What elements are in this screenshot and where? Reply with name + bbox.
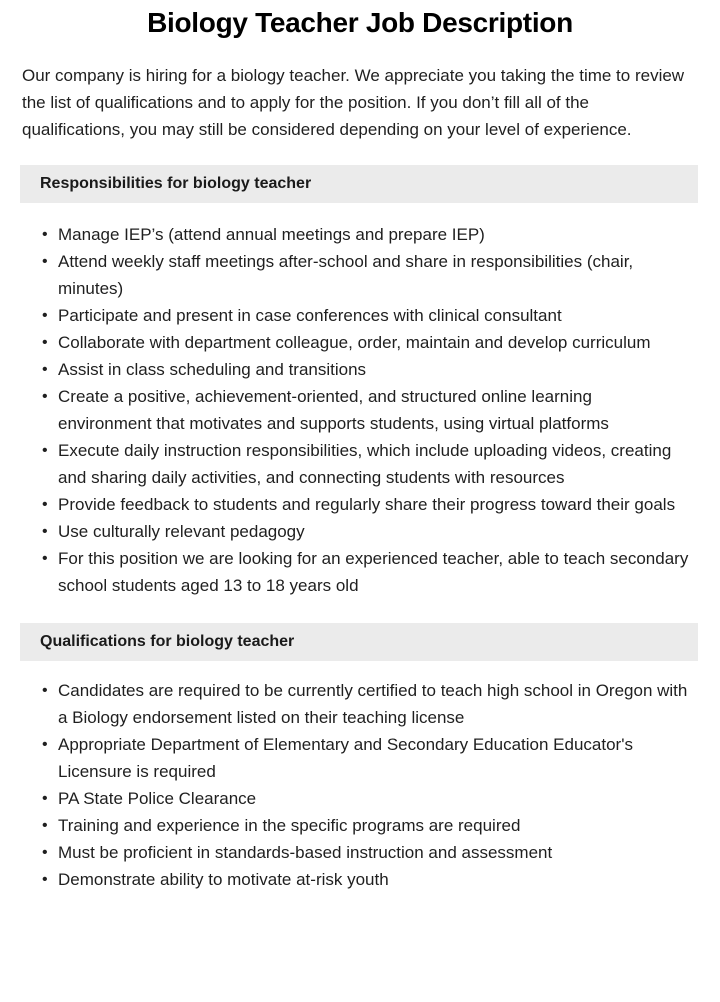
list-item: • PA State Police Clearance: [0, 785, 720, 812]
spacer: [0, 203, 720, 221]
list-item: • Attend weekly staff meetings after-school and share in responsibilities (chair, minutes): [0, 248, 720, 302]
spacer: [0, 893, 720, 919]
list-item: • Must be proficient in standards-based instruction and assessment: [0, 839, 720, 866]
list-item: • Candidates are required to be currently certified to teach high school in Oregon with a Biology endorsement listed on their teaching license: [0, 677, 720, 731]
list-item: • For this position we are looking for an experienced teacher, able to teach secondary school students aged 13 to 18 years old: [0, 545, 720, 599]
spacer: [0, 143, 720, 165]
list-item: • Manage IEP’s (attend annual meetings and prepare IEP): [0, 221, 720, 248]
section-heading-label: Qualifications for biology teacher: [40, 633, 295, 650]
intro-paragraph: Our company is hiring for a biology teacher. We appreciate you taking the time to review the list of qualifications and to apply for the position. If you don’t fill all of the qualifications, you may still be considered depending on your level of experience.: [22, 66, 685, 139]
list-item: • Create a positive, achievement-oriented, and structured online learning environment that motivates and supports students, using virtual platforms: [0, 383, 720, 437]
spacer: [0, 661, 720, 677]
spacer: [0, 599, 720, 623]
responsibilities-list: [0, 221, 720, 599]
qualifications-list: [0, 677, 720, 893]
list-item: • Participate and present in case conferences with clinical consultant: [0, 302, 720, 329]
list-item: • Provide feedback to students and regularly share their progress toward their goals: [0, 491, 720, 518]
list-item: • Use culturally relevant pedagogy: [0, 518, 720, 545]
list-item: • Demonstrate ability to motivate at-risk youth: [0, 866, 720, 893]
section-header-responsibilities: [20, 165, 698, 203]
page-title: Biology Teacher Job Description: [147, 7, 573, 38]
list-item: • Training and experience in the specific programs are required: [0, 812, 720, 839]
list-item: • Execute daily instruction responsibilities, which include uploading videos, creating and sharing daily activities, and connecting students with resources: [0, 437, 720, 491]
section-heading-label: Responsibilities for biology teacher: [40, 175, 312, 192]
list-item: • Appropriate Department of Elementary and Secondary Education Educator's Licensure is required: [0, 731, 720, 785]
section-header-qualifications: [20, 623, 698, 661]
list-item: • Collaborate with department colleague, order, maintain and develop curriculum: [0, 329, 720, 356]
list-item: • Assist in class scheduling and transitions: [0, 356, 720, 383]
